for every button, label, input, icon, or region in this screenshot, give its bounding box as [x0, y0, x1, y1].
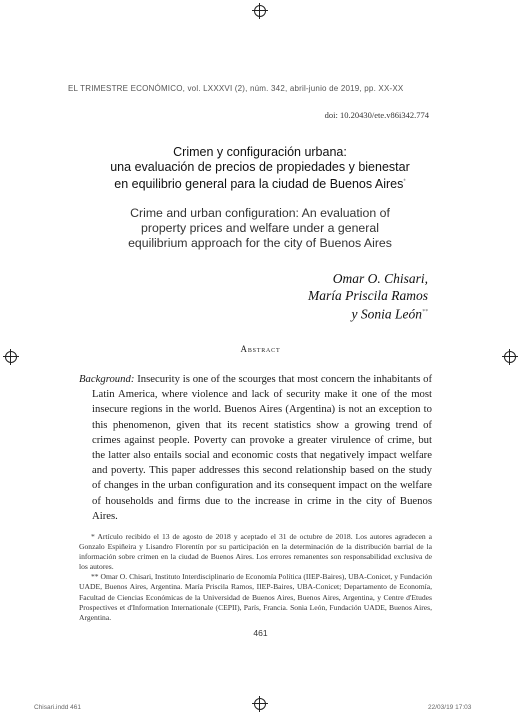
doi-line: doi: 10.20430/ete.v86i342.774 [324, 110, 429, 120]
footnote-mark: * [403, 179, 406, 185]
footnote-2: ** Omar O. Chisari, Instituto Interdisciplinario de Economía Política (IIEP-Baires), UBA-Conicet, y Fundación UADE, Buenos Aires, Argentina. María Priscila Ramos, IIEP-Baires, UBA-Conicet; Departamento de Economía, Facultad de Ciencias Económicas de la Universidad de Buenos Aires, Buenos Aires, Argentina, y Centre d'Etudes Prospectives et d'Information Internationale (CEPII), París, Francia. Sonia León, Fundación UADE, Buenos Aires, Argentina. [79, 572, 432, 622]
page-number: 461 [253, 628, 268, 638]
english-title [60, 206, 460, 251]
journal-header: EL TRIMESTRE ECONÓMICO, vol. LXXXVI (2), núm. 342, abril-junio de 2019, pp. XX-XX [68, 84, 404, 93]
spanish-title-line: Crimen y configuración urbana: [173, 145, 347, 159]
english-title-line: property prices and welfare under a general [141, 221, 379, 235]
abstract-text: Insecurity is one of the scourges that most concern the inhabitants of Latin America, where violence and lack of security make it one of the most insecure regions in the world. Buenos Aires (Argentina) is not an exception to this phenomenon, given that its recent statistics show a growing trend of crimes against people. Poverty can provoke a greater virulence of crime, but the latter also entails social and economic costs that negatively impact welfare and poverty. This paper addresses this second relationship based on the study of changes in the urban configuration and its consequent impact on the welfare of households and firms due to the increase in crime in the city of Buenos Aires. [92, 373, 433, 522]
footnote-mark: ** [422, 309, 428, 315]
footnote-1: * Artículo recibido el 13 de agosto de 2018 y aceptado el 31 de octubre de 2018. Los autores agradecen a Gonzalo Espiñeira y Lisandro Florentín por su participación en la determinación de la distribución barrial de la información sobre crimen en la ciudad de Buenos Aires. Los errores remanentes son responsabilidad exclusiva de los autores. [79, 532, 432, 572]
author-line: María Priscila Ramos [308, 288, 428, 303]
author-line: y Sonia León** [351, 306, 428, 322]
spanish-title [60, 145, 460, 192]
author-list [308, 270, 428, 323]
abstract-body [79, 372, 432, 524]
footnotes [79, 532, 432, 623]
registration-mark-top-icon [254, 5, 266, 17]
print-slug-timestamp: 22/03/19 17:03 [428, 704, 472, 711]
abstract-paragraph [79, 372, 432, 524]
spanish-title-line: una evaluación de precios de propiedades y bienestar [110, 160, 410, 174]
spanish-title-line: en equilibrio general para la ciudad de Buenos Aires* [114, 177, 406, 192]
english-title-line: equilibrium approach for the city of Buenos Aires [128, 236, 392, 250]
print-slug-filename: Chisari.indd 461 [34, 704, 81, 711]
author-line: Omar O. Chisari, [332, 271, 428, 286]
abstract-lead: Background: [79, 373, 135, 385]
abstract-heading: Abstract [240, 344, 281, 354]
registration-mark-bottom-icon [254, 698, 266, 710]
english-title-line: Crime and urban configuration: An evaluation of [130, 206, 390, 220]
